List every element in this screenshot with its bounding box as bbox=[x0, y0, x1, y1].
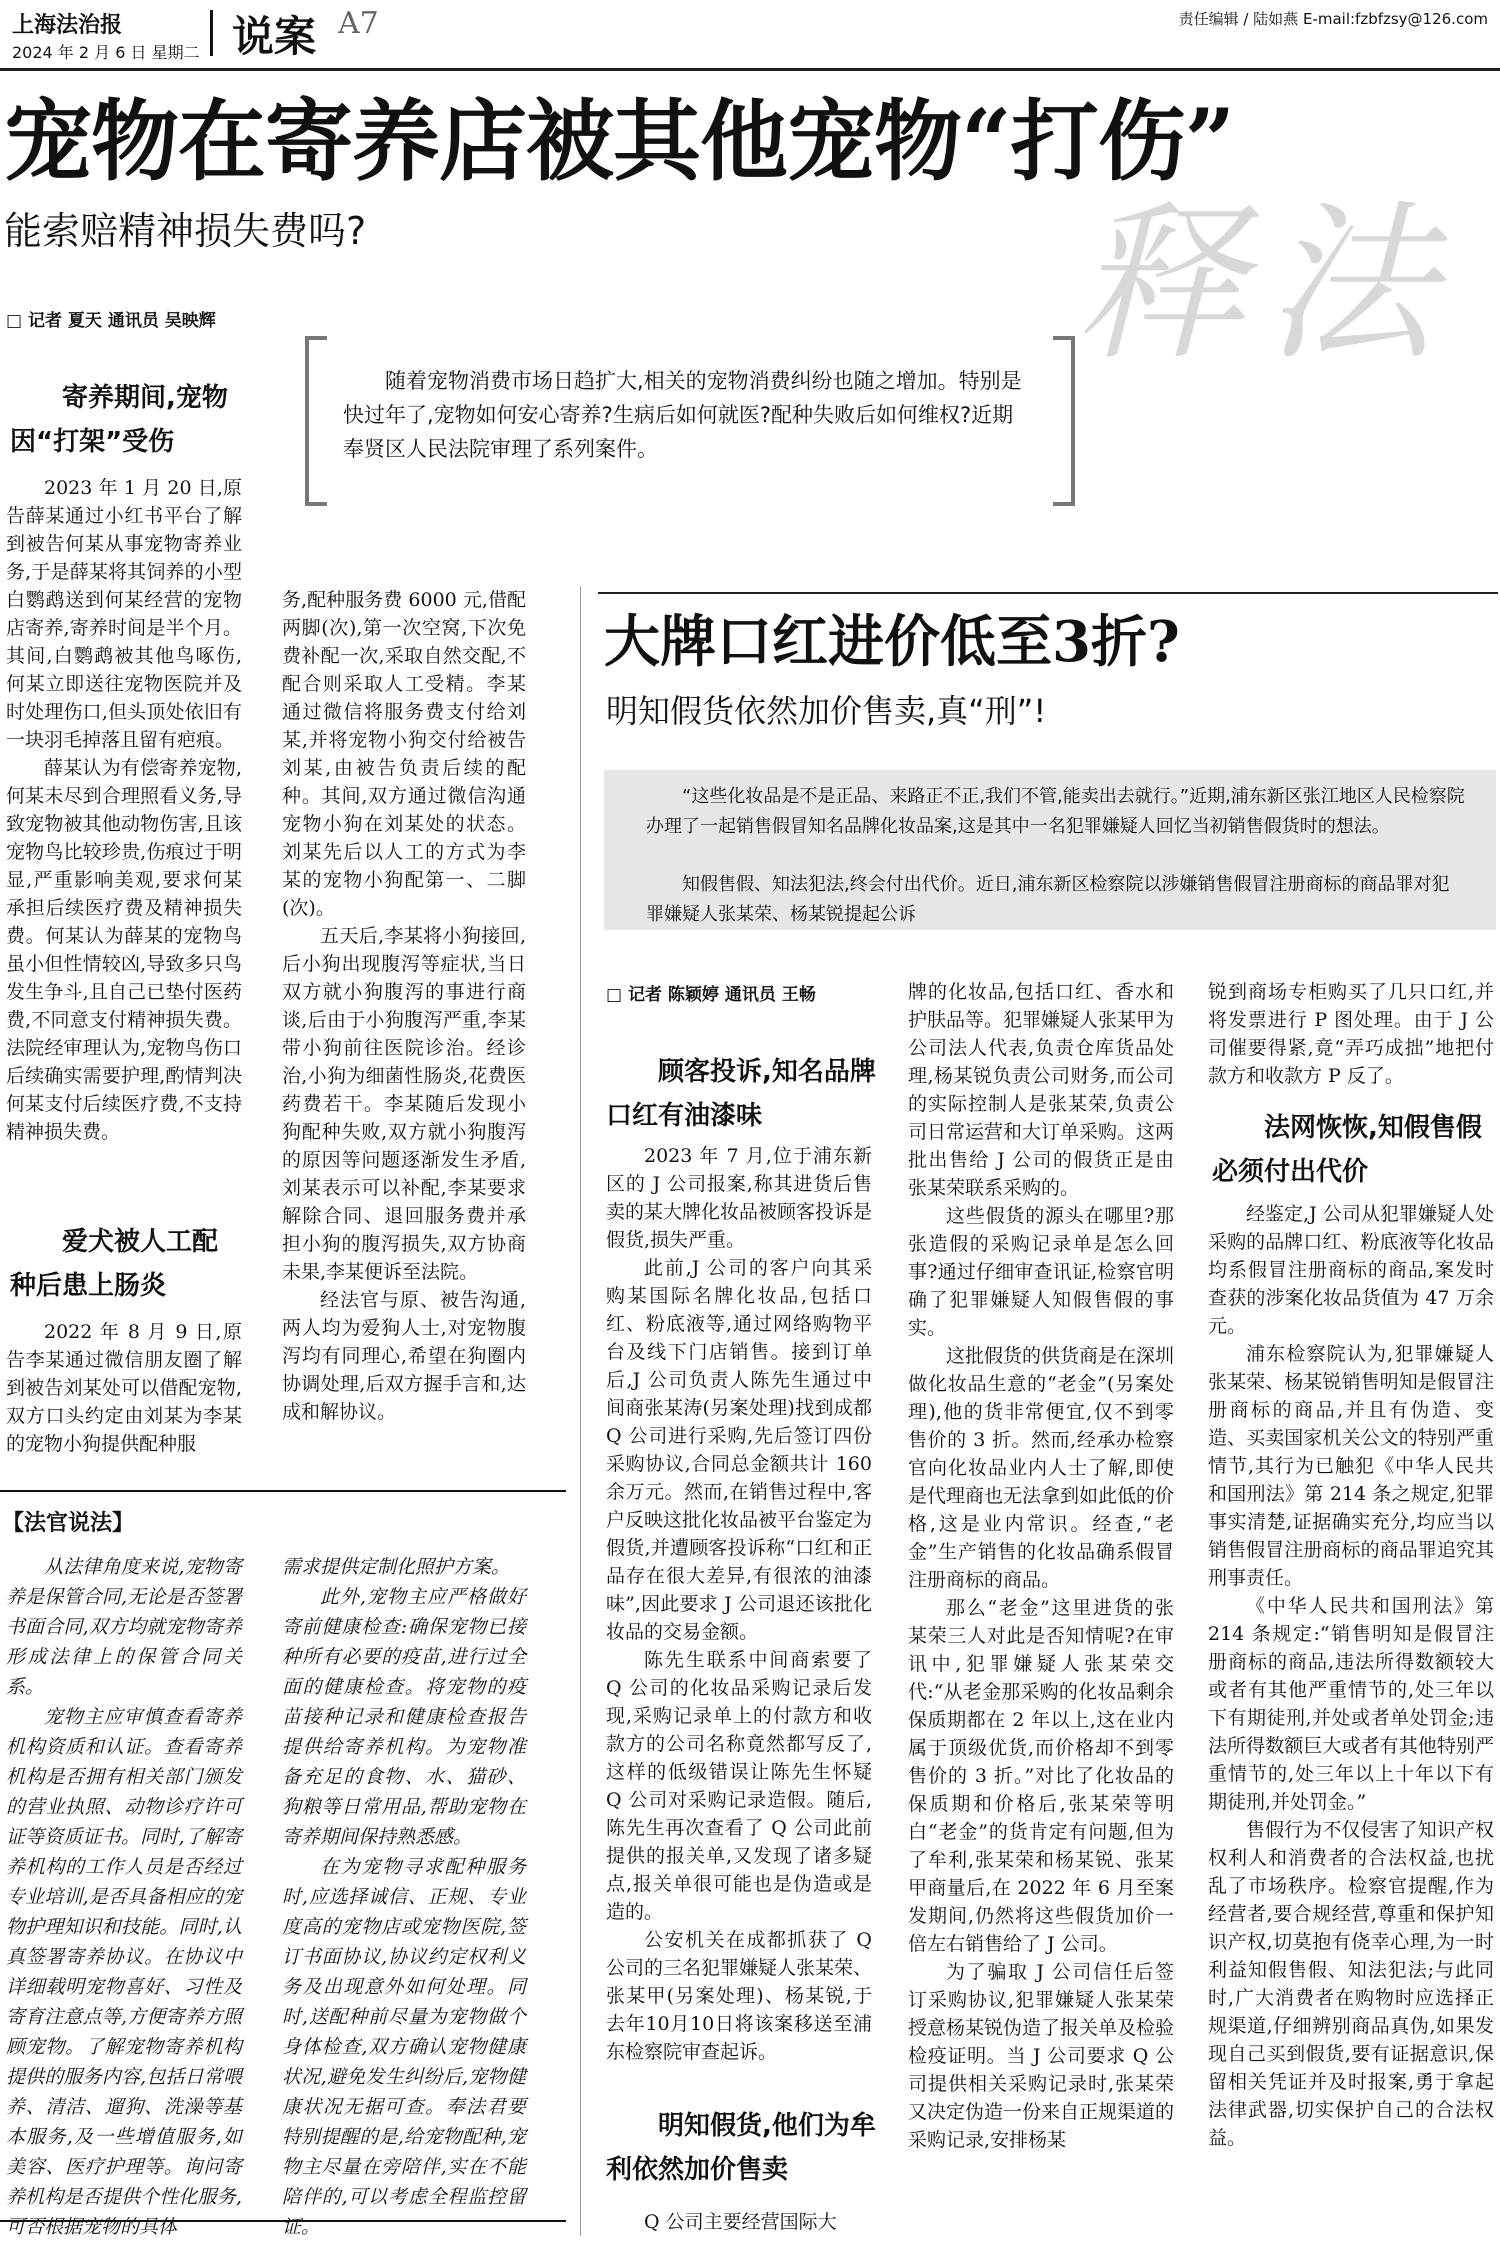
paragraph: 售假行为不仅侵害了知识产权权利人和消费者的合法权益,也扰乱了市场秩序。检察官提醒,作为经营者,要合规经营,尊重和保护知识产权,切莫抱有侥幸心理,为一时利益知假售假、知法犯法;与此同时,广大消费者在购物时应选择正规渠道,仔细辨别商品真伪,如果发现自己买到假货,要有证据意识,保留相关凭证并及时报案,勇于拿起法律武器,切实保护自己的合法权益。 bbox=[1208, 1819, 1494, 2149]
article2-col1-tail bbox=[606, 2208, 872, 2236]
article2-quote-p2: 知假售假、知法犯法,终会付出代价。近日,浦东新区检察院以涉嫌销售假冒注册商标的商品罪对犯罪嫌疑人张某荣、杨某锐提起公诉 bbox=[646, 874, 1450, 925]
article2-col3a bbox=[1208, 978, 1494, 1090]
article1-col2 bbox=[282, 586, 526, 1426]
paragraph: 经鉴定,J 公司从犯罪嫌疑人处采购的品牌口红、粉底液等化妆品均系假冒注册商标的商品,案发时查获的涉案化妆品货值为 47 万余元。 bbox=[1208, 1203, 1494, 1337]
paper-name: 上海法治报 bbox=[12, 12, 123, 38]
paragraph: 2023 年 7 月,位于浦东新区的 J 公司报案,称其进货后售卖的某大牌化妆品被顾客投诉是假货,损失严重。 bbox=[606, 1145, 873, 1251]
paragraph: 薛某认为有偿寄养宠物,何某未尽到合理照看义务,导致宠物被其他动物伤害,且该宠物鸟比较珍贵,伤痕过于明显,严重影响美观,要求何某承担后续医疗费及精神损失费。何某认为薛某的宠物鸟虽小但性情较凶,导致多只鸟发生争斗,且自己已垫付医药费,不同意支付精神损失费。法院经审理认为,宠物鸟伤口后续确实需要护理,酌情判决何某支付后续医疗费,不支持精神损失费。 bbox=[6, 757, 242, 1143]
article1-subtitle: 能索赔精神损失费吗? bbox=[4, 209, 367, 253]
paragraph: 为了骗取 J 公司信任后签订采购协议,犯罪嫌疑人张某荣授意杨某锐伪造了报关单及检验检疫证明。当 J 公司要求 Q 公司提供相关采购记录时,张某荣又决定伪造一份来自正规渠道的采购记录,安排杨某 bbox=[908, 1961, 1175, 2151]
masthead-rule bbox=[0, 68, 1500, 71]
article1-byline: □ 记者 夏天 通讯员 吴映辉 bbox=[6, 311, 216, 331]
article1-title: 宠物在寄养店被其他宠物“打伤” bbox=[4, 89, 1235, 193]
paragraph: 陈先生联系中间商索要了 Q 公司的化妆品采购记录后发现,采购记录单上的付款方和收款方的公司名称竟然都写反了,这样的低级错误让陈先生怀疑 Q 公司对采购记录造假。随后,陈先生再次查看了 Q 公司此前提供的报关单,又发现了诸多疑点,报关单很可能也是伪造或是造的。 bbox=[606, 1649, 872, 1923]
article2-section3-heading: 法网恢恢,知假售假必须付出代价 bbox=[1212, 1113, 1482, 1187]
article1-col1a bbox=[6, 474, 242, 1146]
paragraph: 公安机关在成都抓获了 Q 公司的三名犯罪嫌疑人张某荣、张某甲(另案处理)、杨某锐,于去年10月10日将该案移送至浦东检察院审查起诉。 bbox=[606, 1929, 873, 2063]
article1-section1-heading: 寄养期间,宠物因“打架”受伤 bbox=[10, 383, 228, 457]
paragraph: 2023 年 1 月 20 日,原告薛某通过小红书平台了解到被告何某从事宠物寄养业务,于是薛某将其饲养的小型白鹦鹉送到何某经营的宠物店寄养,寄养时间是半个月。其间,白鹦鹉被其他鸟啄伤,何某立即送往宠物医院并及时处理伤口,但头顶处依旧有一块羽毛掉落且留有疤痕。 bbox=[6, 477, 242, 751]
article1-intro-box bbox=[305, 336, 1075, 506]
paragraph: 从法律角度来说,宠物寄养是保管合同,无论是否签署书面合同,双方均就宠物寄养形成法律上的保管合同关系。 bbox=[6, 1556, 242, 1698]
paragraph: 宠物主应审慎查看寄养机构资质和认证。查看寄养机构是否拥有相关部门颁发的营业执照、动物诊疗许可证等资质证书。同时,了解寄养机构的工作人员是否经过专业培训,是否具备相应的宠物护理知识和技能。同时,认真签署寄养协议。在协议中详细载明宠物喜好、习性及寄育注意点等,方便寄养方照顾宠物。了解宠物寄养机构提供的服务内容,包括日常喂养、清洁、遛狗、洗澡等基本服务,及一些增值服务,如美容、医疗护理等。询问寄养机构是否提供个性化服务,可否根据宠物的具体 bbox=[6, 1706, 242, 2238]
masthead-divider bbox=[210, 10, 213, 56]
judge-box bbox=[0, 1490, 566, 2238]
article2-quote-box bbox=[604, 770, 1496, 930]
paragraph: 这批假货的供货商是在深圳做化妆品生意的“老金”(另案处理),他的货非常便宜,仅不到零售价的 3 折。然而,经承办检察官向化妆品业内人士了解,即使是代理商也无法拿到如此低的价格,这是业内常识。经查,“老金”生产销售的化妆品确系假冒注册商标的商品。 bbox=[908, 1345, 1175, 1591]
paragraph: 锐到商场专柜购买了几只口红,并将发票进行 P 图处理。由于 J 公司催要得紧,竟“弄巧成拙”地把付款方和收款方 P 反了。 bbox=[1208, 981, 1494, 1087]
paragraph: 经法官与原、被告沟通,两人均为爱狗人士,对宠物腹泻均有同理心,希望在狗圈内协调处理,后双方握手言和,达成和解协议。 bbox=[282, 1289, 526, 1423]
article2-section1-heading: 顾客投诉,知名品牌口红有油漆味 bbox=[606, 1057, 876, 1131]
article1-col1b bbox=[6, 1318, 242, 1458]
judge-col1 bbox=[6, 1552, 242, 2242]
article2-col3b bbox=[1208, 1200, 1494, 2152]
paragraph: 2022 年 8 月 9 日,原告李某通过微信朋友圈了解到被告刘某处可以借配宠物,双方口头约定由刘某为李某的宠物小狗提供配种服 bbox=[6, 1321, 242, 1455]
deco-calligraphy: 释法 bbox=[1075, 186, 1456, 384]
issue-date: 2024 年 2 月 6 日 星期二 bbox=[12, 43, 200, 62]
paragraph: 在为宠物寻求配种服务时,应选择诚信、正规、专业度高的宠物店或宠物医院,签订书面协议,协议约定权利义务及出现意外如何处理。同时,送配种前尽量为宠物做个身体检查,双方确认宠物健康状况,避免发生纠纷后,宠物健康状况无据可查。奉法君要特别提醒的是,给宠物配种,宠物主尽量在旁陪伴,实在不能陪伴的,可以考虑全程监控留证。 bbox=[282, 1856, 526, 2238]
paragraph: 这些假货的源头在哪里?那张造假的采购记录单是怎么回事?通过仔细审查讯证,检察官明确了犯罪嫌疑人知假售假的事实。 bbox=[908, 1205, 1174, 1339]
article2-col2 bbox=[908, 978, 1174, 2154]
bracket-left bbox=[305, 336, 327, 506]
article2-col1 bbox=[606, 1142, 872, 2066]
judge-box-label: 【法官说法】 bbox=[2, 1511, 135, 1536]
paragraph: 浦东检察院认为,犯罪嫌疑人张某荣、杨某锐销售明知是假冒注册商标的商品,并且有伪造、变造、买卖国家机关公文的特别严重情节,其行为已触犯《中华人民共和国刑法》第 214 条之规定,犯罪事实清楚,证据确实充分,均应当以销售假冒注册商标的商品罪追究其刑事责任。 bbox=[1208, 1343, 1494, 1589]
paragraph: 务,配种服务费 6000 元,借配两脚(次),第一次空窝,下次免费补配一次,采取自然交配,不配合则采取人工受精。李某通过微信将服务费支付给刘某,并将宠物小狗交付给被告刘某,由被告负责后续的配种。其间,双方通过微信沟通宠物小狗在刘某处的状态。刘某先后以人工的方式为李某的宠物小狗配第一、二脚(次)。 bbox=[282, 589, 526, 919]
paragraph: 五天后,李某将小狗接回,后小狗出现腹泻等症状,当日双方就小狗腹泻的事进行商谈,后由于小狗腹泻严重,李某带小狗前往医院诊治。经诊治,小狗为细菌性肠炎,花费医药费若干。李某随后发现小狗配种失败,双方就小狗腹泻的原因等问题逐渐发生矛盾,刘某表示可以补配,李某要求解除合同、退回服务费并承担小狗的腹泻损失,双方协商未果,李某便诉至法院。 bbox=[282, 925, 526, 1283]
column-divider bbox=[580, 586, 581, 2236]
paragraph: 此前,J 公司的客户向其采购某国际名牌化妆品,包括口红、粉底液等,通过网络购物平台及线下门店销售。接到订单后,J 公司负责人陈先生通过中间商张某涛(另案处理)找到成都 Q 公司进行采购,先后签订四份采购协议,合同总金额共计 160 余万元。然而,在销售过程中,客户反映这批化妆品被平台鉴定为假货,并遭顾客投诉称“口红和正品存在很大差异,有很浓的油漆味”,因此要求 J 公司退还该批化妆品的交易金额。 bbox=[606, 1257, 873, 1643]
masthead bbox=[0, 0, 1500, 70]
paragraph: 需求提供定制化照护方案。 bbox=[282, 1556, 511, 1578]
article2-section2-heading: 明知假货,他们为牟利依然加价售卖 bbox=[606, 2111, 876, 2185]
page-number: A7 bbox=[338, 6, 379, 41]
article2-quote-p1: “这些化妆品是不是正品、来路正不正,我们不管,能卖出去就行。”近期,浦东新区张江地区人民检察院办理了一起销售假冒知名品牌化妆品案,这是其中一名犯罪嫌疑人回忆当初销售假货时的想法。 bbox=[646, 786, 1465, 837]
article1-section2-heading: 爱犬被人工配种后患上肠炎 bbox=[10, 1227, 219, 1301]
paragraph: 牌的化妆品,包括口红、香水和护肤品等。犯罪嫌疑人张某甲为公司法人代表,负责仓库货品处理,杨某锐负责公司财务,而公司的实际控制人是张某荣,负责公司日常运营和大订单采购。这两批出售给 J 公司的假货正是由张某荣联系采购的。 bbox=[908, 981, 1175, 1199]
bracket-right bbox=[1053, 336, 1075, 506]
article2-title: 大牌口红进价低至3折? bbox=[604, 609, 1180, 675]
article2-subtitle: 明知假货依然加价售卖,真“刑”! bbox=[606, 692, 1047, 730]
article1-intro: 随着宠物消费市场日趋扩大,相关的宠物消费纠纷也随之增加。特别是快过年了,宠物如何安心寄养?生病后如何就医?配种失败后如何维权?近期奉贤区人民法院审理了系列案件。 bbox=[343, 369, 1022, 461]
paragraph: 此外,宠物主应严格做好寄前健康检查:确保宠物已接种所有必要的疫苗,进行过全面的健康检查。将宠物的疫苗接种记录和健康检查报告提供给寄养机构。为宠物准备充足的食物、水、猫砂、狗粮等日常用品,帮助宠物在寄养期间保持熟悉感。 bbox=[282, 1586, 526, 1848]
paragraph: 那么“老金”这里进货的张某荣三人对此是否知情呢?在审讯中,犯罪嫌疑人张某荣交代:“从老金那采购的化妆品剩余保质期都在 2 年以上,这在业内属于顶级优货,而价格却不到零售价的 3 折。”对比了化妆品的保质期和价格后,张某荣等明白“老金”的货肯定有问题,但为了牟利,张某荣和杨某锐、张某甲商量后,在 2022 年 6 月至案发期间,仍然将这些假货加价一倍左右销售给了 J 公司。 bbox=[908, 1597, 1174, 1955]
judge-col2 bbox=[282, 1552, 526, 2242]
section-name: 说案 bbox=[232, 12, 317, 61]
paragraph: 《中华人民共和国刑法》第 214 条规定:“销售明知是假冒注册商标的商品,违法所得数额较大或者有其他严重情节的,处三年以下有期徒刑,并处或者单处罚金;违法所得数额巨大或者有其他特别严重情节的,处三年以上十年以下有期徒刑,并处罚金。” bbox=[1208, 1595, 1494, 1813]
article2-byline: □ 记者 陈颖婷 通讯员 王畅 bbox=[606, 985, 816, 1005]
paragraph: Q 公司主要经营国际大 bbox=[644, 2211, 837, 2233]
article2-top-rule bbox=[598, 592, 1498, 594]
editor-info: 责任编辑 / 陆如燕 E-mail:fzbfzsy@126.com bbox=[1178, 10, 1488, 28]
